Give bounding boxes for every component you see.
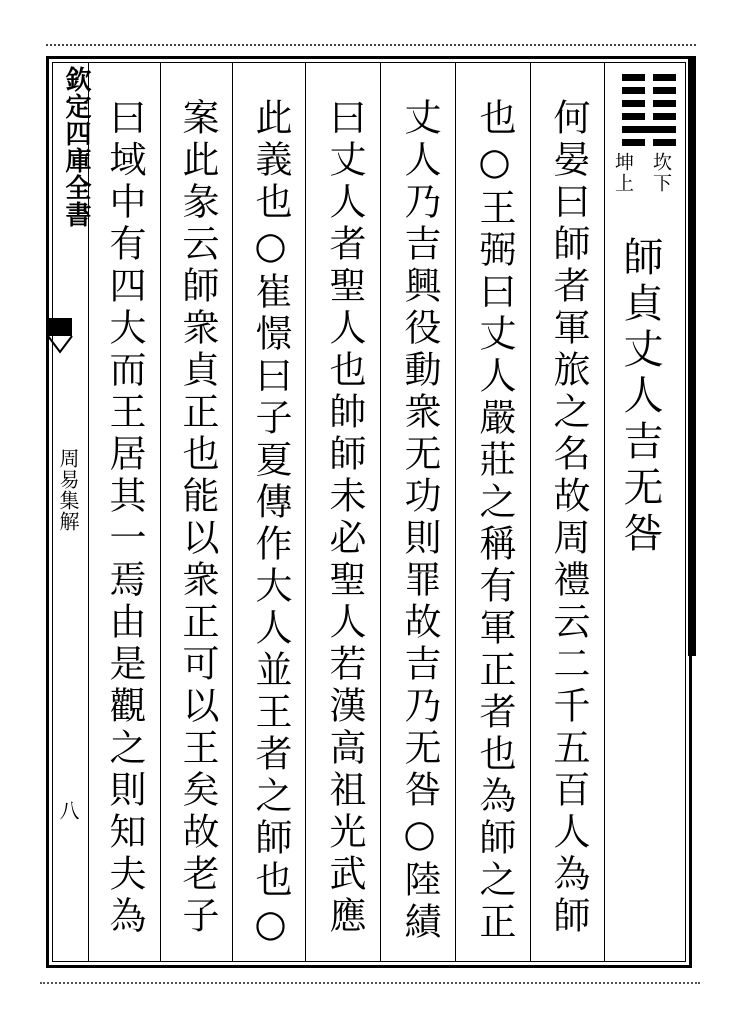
- column-rule: [160, 62, 161, 962]
- page-number: 八: [56, 800, 80, 820]
- text-column: 曰丈人者聖人也帥師未必聖人若漢高祖光武應: [323, 98, 366, 938]
- text-column: 曰域中有四大而王居其一焉由是觀之則知夫為: [103, 98, 146, 938]
- upper-trigram-label: 坤上: [612, 152, 634, 194]
- page-frame-inner: [52, 62, 686, 962]
- column-rule: [232, 62, 233, 962]
- column-rule: [455, 62, 456, 962]
- text-column: 此義也○崔憬曰子夏傳作大人並王者之師也○: [249, 98, 292, 950]
- column-rule: [604, 62, 605, 962]
- shi-hexagram-icon: [620, 72, 678, 148]
- column-rule: [530, 62, 531, 962]
- hexagram-heading: 師貞丈人吉无咎: [617, 236, 663, 558]
- fishtail-mark-icon: [46, 318, 74, 356]
- book-title: 欽定四庫全書: [61, 66, 91, 228]
- text-column: 案此彖云師衆貞正也能以衆正可以王矣故老子: [176, 98, 219, 938]
- section-title: 周易集解: [56, 448, 80, 532]
- text-column: 丈人乃吉興役動衆无功則罪故吉乃无咎○陸績: [398, 98, 441, 944]
- column-rule: [380, 62, 381, 962]
- top-edge: [46, 44, 696, 56]
- binding-edge: [688, 56, 696, 656]
- text-column: 何晏曰師者軍旅之名故周禮云二千五百人為師: [547, 98, 590, 938]
- lower-trigram-label: 坎下: [650, 152, 672, 194]
- text-column: 也○王弼曰丈人嚴莊之稱有軍正者也為師之正: [473, 98, 516, 944]
- bottom-edge: [40, 968, 700, 984]
- column-rule: [305, 62, 306, 962]
